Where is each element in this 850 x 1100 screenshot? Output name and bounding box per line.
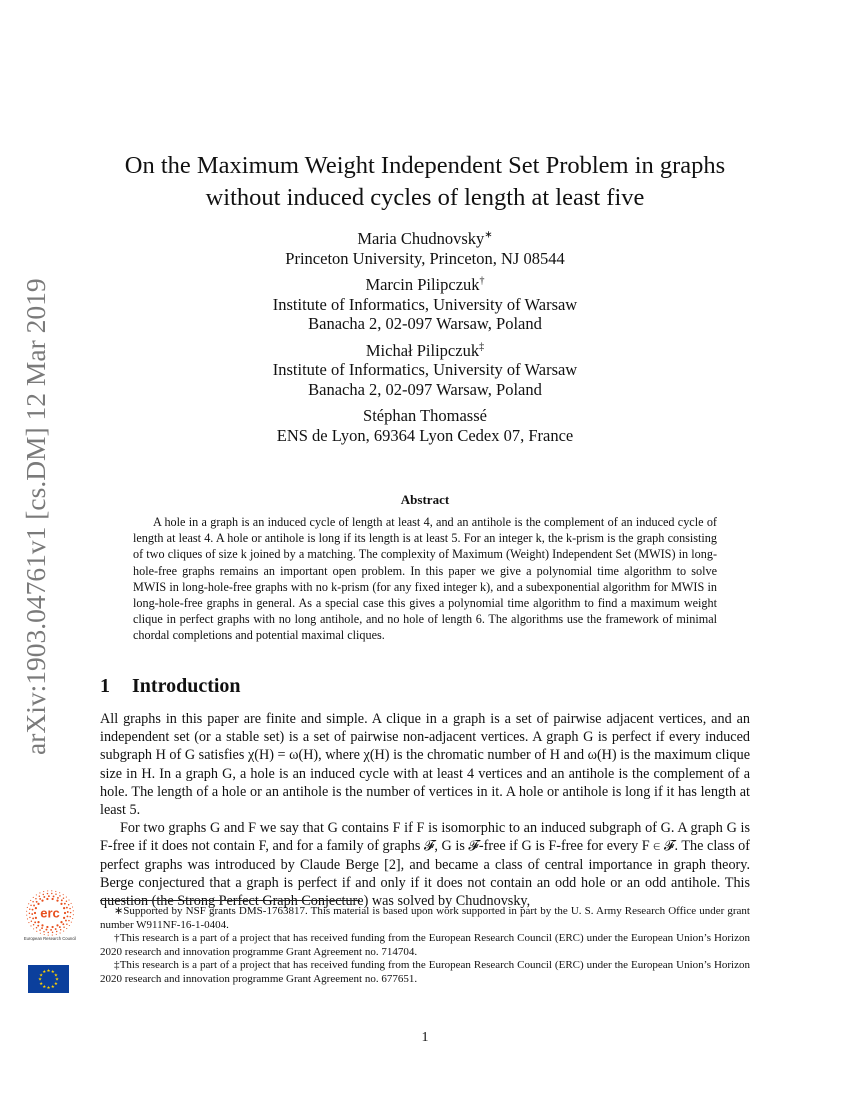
eu-star-icon: ★ [46, 969, 51, 975]
erc-logo-dot [64, 903, 66, 905]
erc-caption: European Research Council [23, 936, 77, 941]
author-affiliation: ENS de Lyon, 69364 Lyon Cedex 07, France [276, 425, 574, 445]
erc-logo-dot [39, 892, 40, 893]
erc-logo-dot [72, 918, 73, 919]
erc-logo-dot [43, 891, 44, 892]
erc-logo-dot [43, 931, 44, 932]
erc-logo-dot [71, 922, 72, 923]
erc-logo-dot [56, 900, 58, 902]
erc-logo-dot [69, 925, 70, 926]
erc-logo-dot [43, 894, 44, 895]
erc-logo-dot [66, 897, 67, 898]
erc-logo-dot [33, 897, 34, 898]
erc-logo-dot [37, 925, 39, 927]
erc-logo-dot [33, 905, 35, 907]
author-affiliation: Princeton University, Princeton, NJ 08544 [285, 248, 565, 268]
eu-star-icon: ★ [54, 977, 60, 983]
erc-logo-dot [46, 926, 48, 928]
eu-star-icon: ★ [39, 973, 44, 979]
erc-logo-dot [32, 909, 34, 911]
footnote-2: †This research is a part of a project that has received funding from the European Research Council (ERC) under the European Union’s Horizon 2020 research and innovation programme Grant Agreement no. 714704. [100, 932, 750, 958]
title-line-2: without induced cycles of length at least five [205, 184, 645, 211]
erc-logo-dot [63, 917, 65, 919]
erc-logo-dot [47, 890, 48, 891]
erc-logo-dot [65, 920, 67, 922]
erc-logo-dot [50, 929, 52, 931]
erc-logo-dot [63, 897, 64, 898]
erc-logo-dot [62, 923, 64, 925]
footnote-mark[interactable]: ∗ [484, 229, 493, 241]
section-heading [100, 675, 241, 698]
erc-logo-dot [29, 913, 30, 914]
erc-logo-dot [31, 921, 32, 922]
author-3 [150, 341, 700, 400]
erc-logo-dot [63, 931, 64, 932]
footnote-3: ‡This research is a part of a project that has received funding from the European Research Council (ERC) under the European Union’s Horizon 2020 research and innovation programme Grant Agreement no. 677651. [100, 959, 750, 985]
eu-star-icon: ★ [39, 981, 44, 987]
erc-logo-dot [59, 892, 60, 893]
paragraph-2: For two graphs G and F we say that G contains F if F is isomorphic to an induced subgraph of G. A graph G is F-free if it does not contain F, and for a family of graphs 𝓕, G is 𝓕-free if G is F-free for every F ∈ 𝓕. The class of perfect graphs was introduced by Claude Berge [2], and became a class of central importance in graph theory. Berge conjectured that a graph is perfect if and only if it does not contain an odd hole or an odd antihole. This question (the Strong Perfect Graph Conjecture) was solved by Chudnovsky, [100, 820, 750, 910]
erc-logo-dot [56, 934, 57, 935]
erc-logo-dot [36, 901, 38, 903]
erc-logo-dot [70, 912, 71, 913]
erc-logo-dot [57, 897, 59, 899]
footnote-mark[interactable]: † [479, 275, 485, 287]
erc-logo-dot [41, 924, 43, 926]
erc-logo-dot [71, 903, 72, 904]
erc-logo-dot [59, 926, 61, 928]
erc-logo-dot [60, 903, 62, 905]
erc-logo-dot [32, 917, 34, 919]
erc-logo-dot [47, 932, 48, 933]
erc-logo-dot [35, 898, 36, 899]
erc-logo-dot [68, 920, 69, 921]
footnote-1: ∗Supported by NSF grants DMS-1763817. This material is based upon work supported in part by the U. S. Army Research Office under grant number W911NF-16-1-0404. [100, 905, 750, 931]
footnote-divider [100, 900, 360, 901]
abstract-heading: Abstract [400, 492, 450, 507]
author-name: Michał Pilipczuk [365, 340, 480, 360]
erc-logo-dot [51, 890, 52, 891]
eu-star-icon: ★ [53, 981, 58, 987]
section-title: Introduction [132, 675, 241, 697]
erc-logo-dot [68, 904, 69, 905]
erc-logo-dot [28, 922, 29, 923]
erc-logo-dot [52, 932, 53, 933]
author-1 [150, 229, 700, 268]
erc-logo-dot [60, 932, 61, 933]
erc-logo-dot [48, 895, 50, 897]
eu-star-icon: ★ [46, 986, 51, 992]
erc-logo-dot [36, 931, 37, 932]
erc-logo-dot [35, 907, 37, 909]
erc-logo-dot [69, 916, 70, 917]
erc-logo-dot [39, 898, 41, 900]
erc-logo-dot [32, 901, 33, 902]
erc-logo-dot [60, 921, 62, 923]
erc-logo-dot [46, 929, 48, 931]
erc-logo-dot [64, 912, 66, 914]
erc-logo-dot [67, 911, 69, 913]
erc-logo-dot [47, 893, 48, 894]
erc-logo-dot [66, 907, 68, 909]
erc-logo-dot [30, 925, 31, 926]
erc-logo-dot [66, 923, 67, 924]
erc-logo-dot [63, 907, 65, 909]
body-text [100, 710, 750, 910]
erc-logo-dot [34, 912, 36, 914]
eu-star-icon: ★ [50, 984, 55, 990]
erc-logo-dot [29, 917, 30, 918]
erc-logo-dot [51, 893, 52, 894]
erc-logo-dot [26, 911, 27, 912]
erc-logo-dot [59, 895, 60, 896]
author-block [150, 229, 700, 452]
erc-logo-dot [55, 891, 56, 892]
erc-logo-text: erc [40, 905, 60, 921]
erc-logo-dot [31, 913, 33, 915]
erc-logo-dot [44, 934, 45, 935]
erc-logo-dot [28, 903, 29, 904]
erc-logo-dot [69, 908, 70, 909]
erc-logo-dot [29, 909, 30, 910]
erc-logo-dot [39, 896, 40, 897]
erc-logo-dot [63, 927, 64, 928]
author-4 [150, 406, 700, 445]
erc-logo-dot [34, 921, 36, 923]
erc-logo-dot [67, 915, 69, 917]
erc-logo-dot [72, 906, 73, 907]
erc-logo-dot [73, 910, 74, 911]
page-number: 1 [421, 1030, 429, 1045]
erc-logo [22, 890, 78, 936]
eu-flag [28, 965, 69, 993]
eu-star-icon: ★ [37, 977, 43, 983]
erc-logo-dot [35, 917, 37, 919]
paper-title [100, 150, 750, 214]
erc-logo-dot [33, 928, 34, 929]
erc-logo-dot [39, 929, 40, 930]
erc-logo-dot [33, 924, 34, 925]
erc-logo-dot [52, 926, 54, 928]
erc-logo-dot [68, 899, 69, 900]
title-line-1: On the Maximum Weight Independent Set Problem in graphs [124, 152, 726, 179]
author-name: Stéphan Thomassé [363, 406, 487, 425]
erc-logo-dot [55, 928, 57, 930]
author-affiliation: Institute of Informatics, University of Warsaw [272, 294, 578, 314]
author-address: Banacha 2, 02-097 Warsaw, Poland [308, 379, 542, 399]
erc-logo-dot [41, 927, 43, 929]
erc-logo-dot [63, 894, 64, 895]
paragraph-1: All graphs in this paper are finite and simple. A clique in a graph is a set of pairwise adjacent vertices, and an independent set (or a stable set) is a set of pairwise non-adjacent vertices. A graph G is perfect if every induced subgraph H of G satisfies χ(H) = ω(H), where χ(H) is the chromatic number of H and ω(H) is the maximum clique size in H. In a graph G, a hole is an induced cycle with at least 4 vertices and an antihole is the complement of a hole. The length of a hole or an antihole is the number of vertices in it. A hole or antihole is long if it has length at least 5. [100, 711, 750, 819]
erc-logo-dot [41, 900, 43, 902]
erc-logo-dot [27, 907, 28, 908]
eu-star-icon: ★ [53, 973, 58, 979]
author-affiliation: Institute of Informatics, University of Warsaw [272, 360, 578, 379]
erc-logo-dot [26, 915, 27, 916]
eu-star-icon: ★ [42, 970, 47, 976]
erc-logo-dot [30, 905, 31, 906]
erc-logo-dot [61, 899, 63, 901]
erc-logo-dot [46, 898, 48, 900]
erc-logo-dot [56, 931, 57, 932]
erc-logo-dot [30, 900, 31, 901]
erc-logo-dot [52, 898, 54, 900]
arxiv-stamp: arXiv:1903.04761v1 [cs.DM] 12 Mar 2019 [20, 278, 51, 755]
erc-logo-dot [56, 924, 58, 926]
erc-logo-dot [66, 900, 67, 901]
footnotes [100, 905, 750, 987]
erc-logo-dot [36, 927, 37, 928]
erc-logo-dot [43, 896, 45, 898]
author-name: Marcin Pilipczuk [365, 275, 480, 294]
section-number: 1 [100, 675, 110, 697]
erc-logo-dot [66, 928, 67, 929]
erc-logo-dot [40, 933, 41, 934]
author-2 [150, 275, 700, 334]
erc-logo-dot [73, 914, 74, 915]
erc-logo-dot [37, 921, 39, 923]
erc-logo-dot [60, 929, 61, 930]
abstract-text: A hole in a graph is an induced cycle of length at least 4, and an antihole is the complement of an induced cycle of length at least 4. A hole or antihole is long if its length is at least 5. For an integer k, the k-prism is the graph consisting of two cliques of size k joined by a matching. The complexity of Maximum (Weight) Independent Set (MWIS) in long-hole-free graphs remains an important open problem. In this paper we give a polynomial time algorithm to solve MWIS in long-hole-free graphs with no k-prism (for any fixed integer k), and a subexponential algorithm for MWIS in long-hole-free graphs in general. As a special case this gives a polynomial time algorithm to find a maximum weight clique in perfect graphs with no long antihole, and no hole of length 6. The algorithms use the framework of minimal chordal completions and potential maximal cliques. [133, 515, 717, 643]
author-address: Banacha 2, 02-097 Warsaw, Poland [308, 314, 542, 333]
eu-star-icon: ★ [50, 970, 55, 976]
author-name: Maria Chudnovsky [357, 229, 485, 248]
erc-logo-dot [36, 894, 37, 895]
footnote-mark[interactable]: ‡ [479, 341, 485, 352]
erc-logo-dot [55, 894, 56, 895]
eu-star-icon: ★ [42, 984, 47, 990]
erc-logo-dot [27, 918, 28, 919]
erc-logo-dot [53, 896, 55, 898]
